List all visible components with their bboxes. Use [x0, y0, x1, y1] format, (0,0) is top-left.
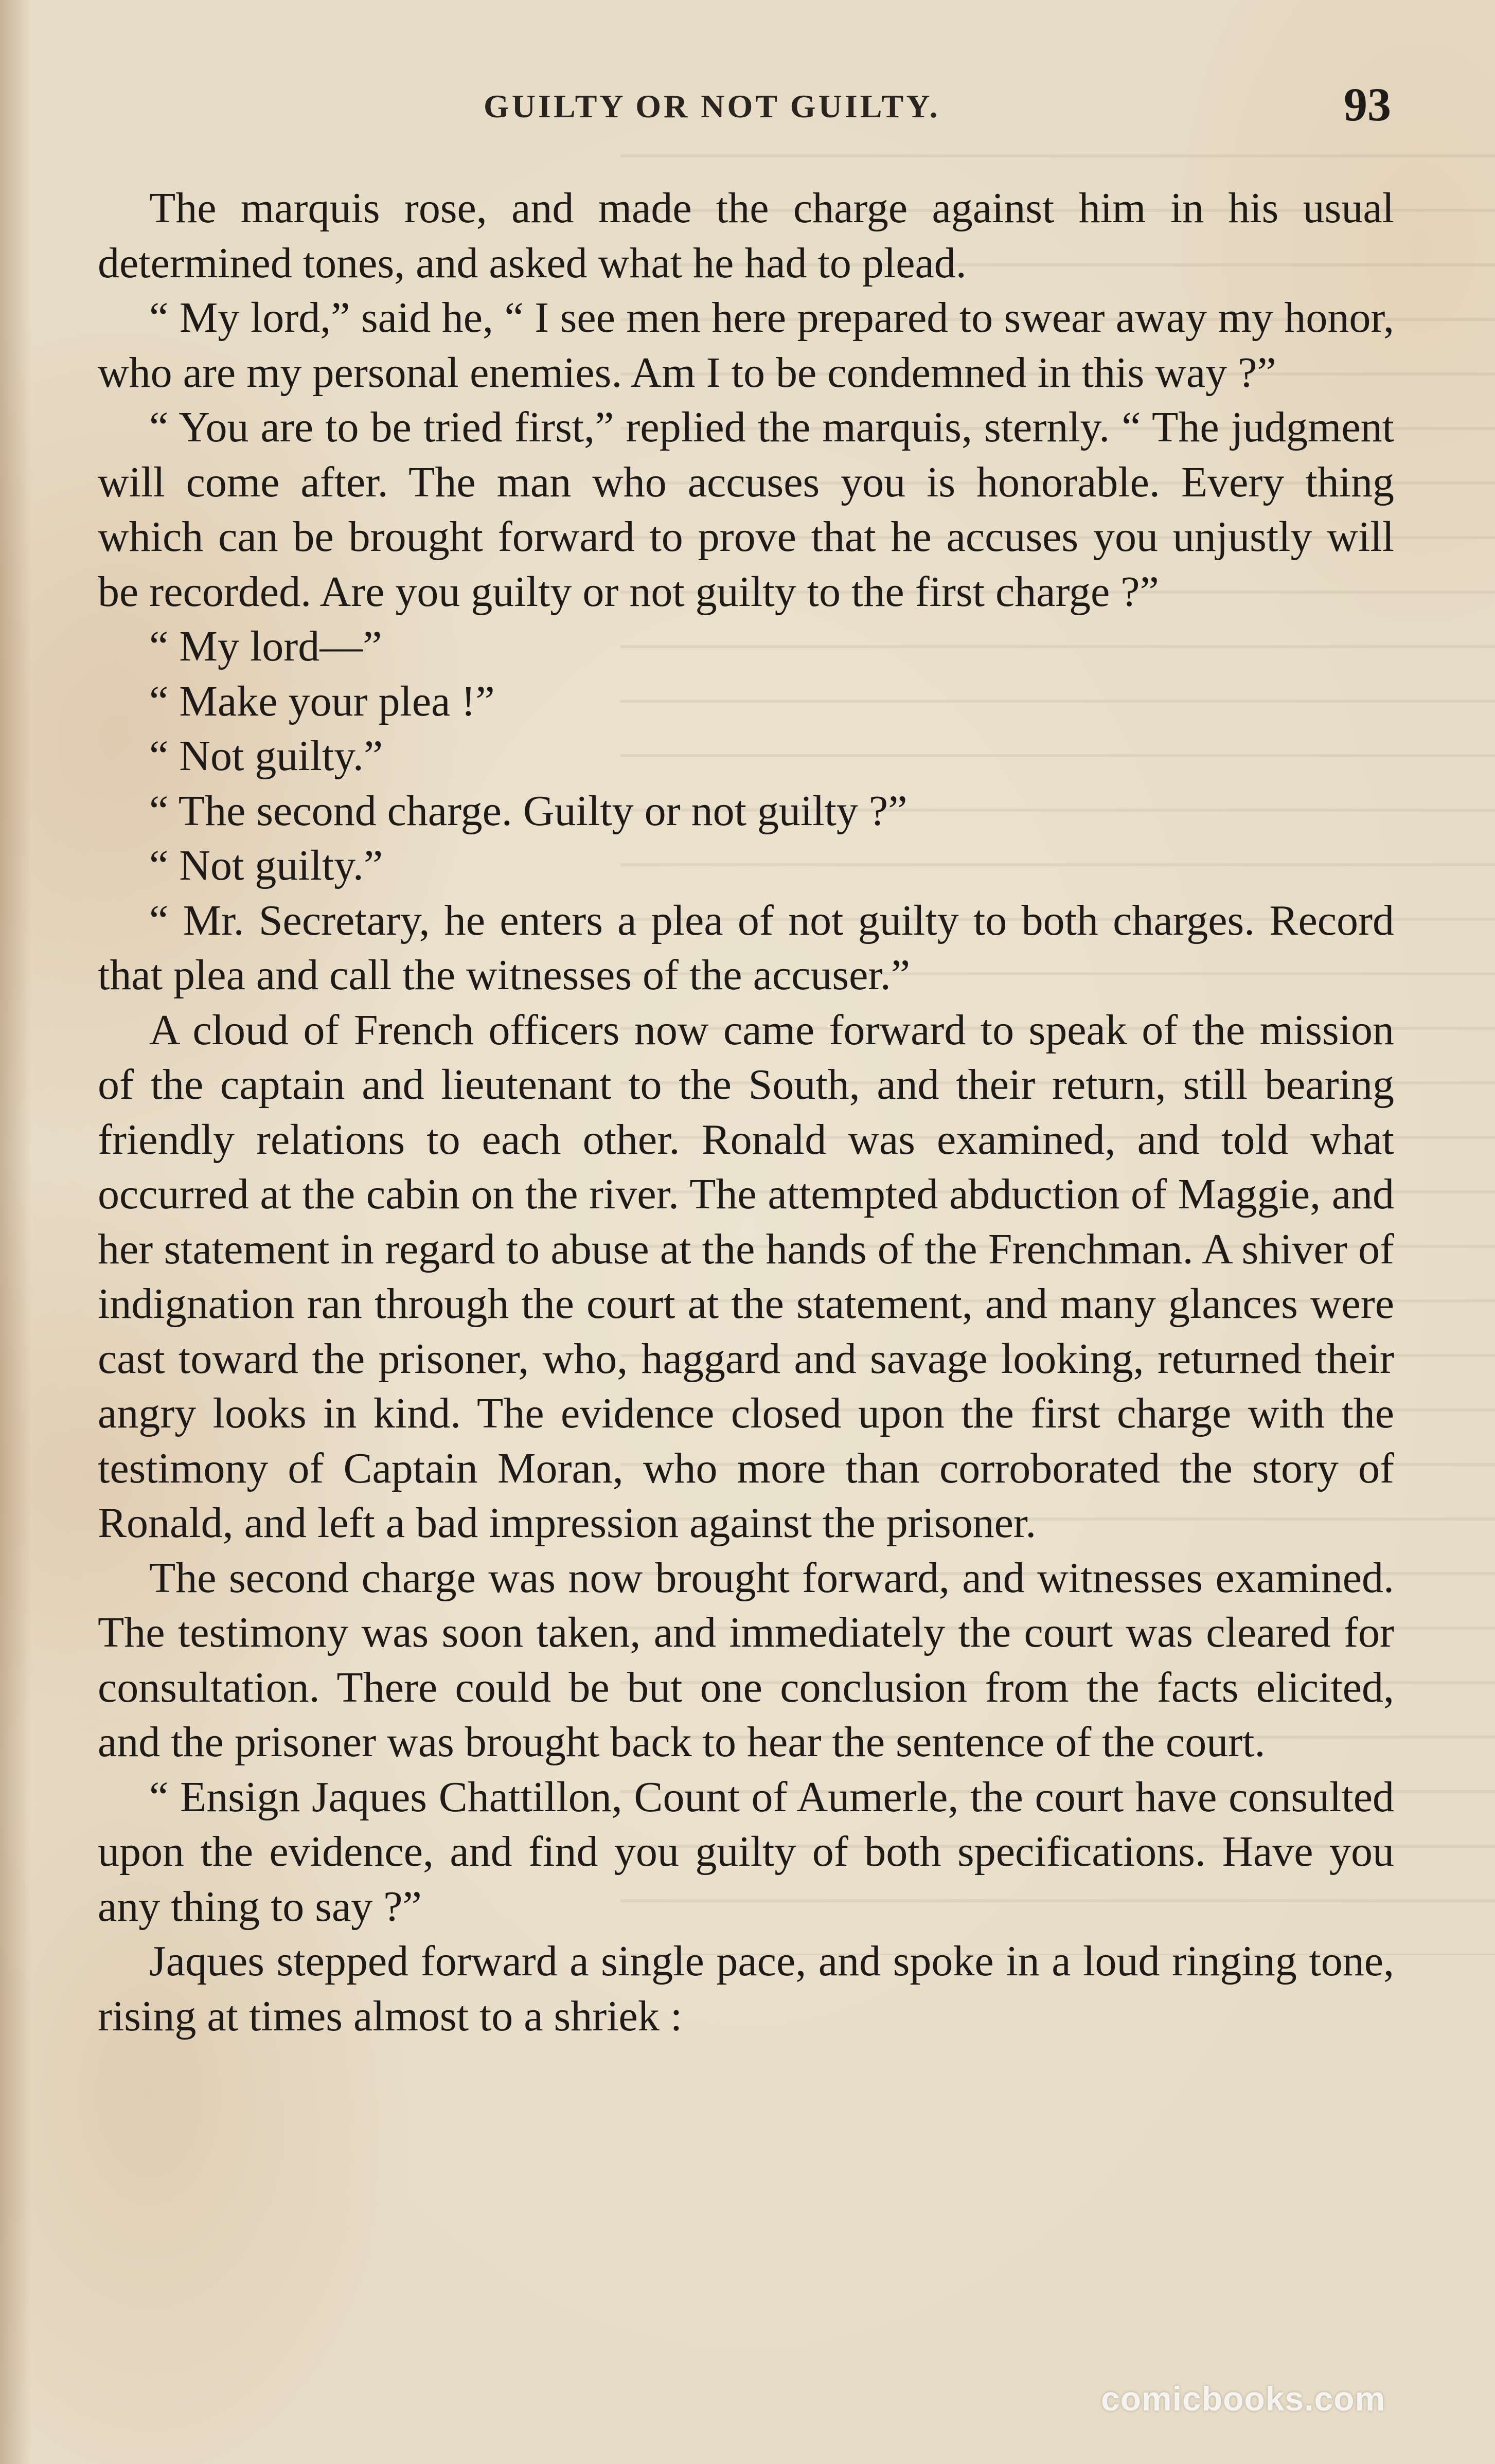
- paragraph: “ Mr. Secretary, he enters a plea of not guilty to both charges. Record that plea and call the witnesses of the accuser.”: [98, 896, 1394, 999]
- paragraph: “ Make your plea !”: [149, 677, 495, 725]
- paragraph: “ My lord—”: [149, 622, 382, 670]
- paragraph: A cloud of French officers now came forward to speak of the mission of the captain and lieutenant to the South, and their return, still bearing friendly relations to each other. Ronald was examined, and told what occurred at the cabin on the river. The attempted abduction of Maggie, and her statement in regard to abuse at the hands of the Frenchman. A shiver of indignation ran through the court at the statement, and many glances were cast toward the prisoner, who, haggard and savage looking, returned their angry looks in kind. The evidence closed upon the first charge with the testimony of Captain Moran, who more than corroborated the story of Ronald, and left a bad impression against the prisoner.: [98, 1006, 1394, 1547]
- paragraph: The second charge was now brought forward, and witnesses examined. The testimony was soon taken, and immediately the court was cleared for consultation. There could be but one conclusion from the facts elicited, and the prisoner was brought back to hear the sentence of the court.: [98, 1554, 1394, 1766]
- page-number: 93: [1344, 78, 1391, 131]
- paragraph: “ You are to be tried first,” replied the marquis, sternly. “ The judgment will come after. The man who accuses you is honorable. Every thing which can be brought forward to prove that he accuses you unjustly will be recorded. Are you guilty or not guilty to the first charge ?”: [98, 403, 1394, 616]
- paragraph: “ Not guilty.”: [149, 732, 383, 780]
- paragraph: “ My lord,” said he, “ I see men here prepared to swear away my honor, who are my personal enemies. Am I to be condemned in this way ?”: [98, 294, 1394, 397]
- paragraph: “ The second charge. Guilty or not guilty ?”: [149, 787, 907, 835]
- watermark: comicbooks.com: [1101, 2380, 1386, 2418]
- paragraph: The marquis rose, and made the charge against him in his usual determined tones, and asked what he had to plead.: [98, 184, 1394, 287]
- paragraph: Jaques stepped forward a single pace, and spoke in a loud ringing tone, rising at times almost to a shriek :: [98, 1937, 1394, 2040]
- running-title: GUILTY OR NOT GUILTY.: [484, 88, 940, 124]
- page-gutter-shadow: [0, 0, 31, 2464]
- paragraph: “ Ensign Jaques Chattillon, Count of Aumerle, the court have consulted upon the evidence, and find you guilty of both specifications. Have you any thing to say ?”: [98, 1773, 1394, 1931]
- body-text: [98, 181, 1394, 2044]
- paragraph: “ Not guilty.”: [149, 842, 383, 889]
- page-header: [0, 77, 1495, 139]
